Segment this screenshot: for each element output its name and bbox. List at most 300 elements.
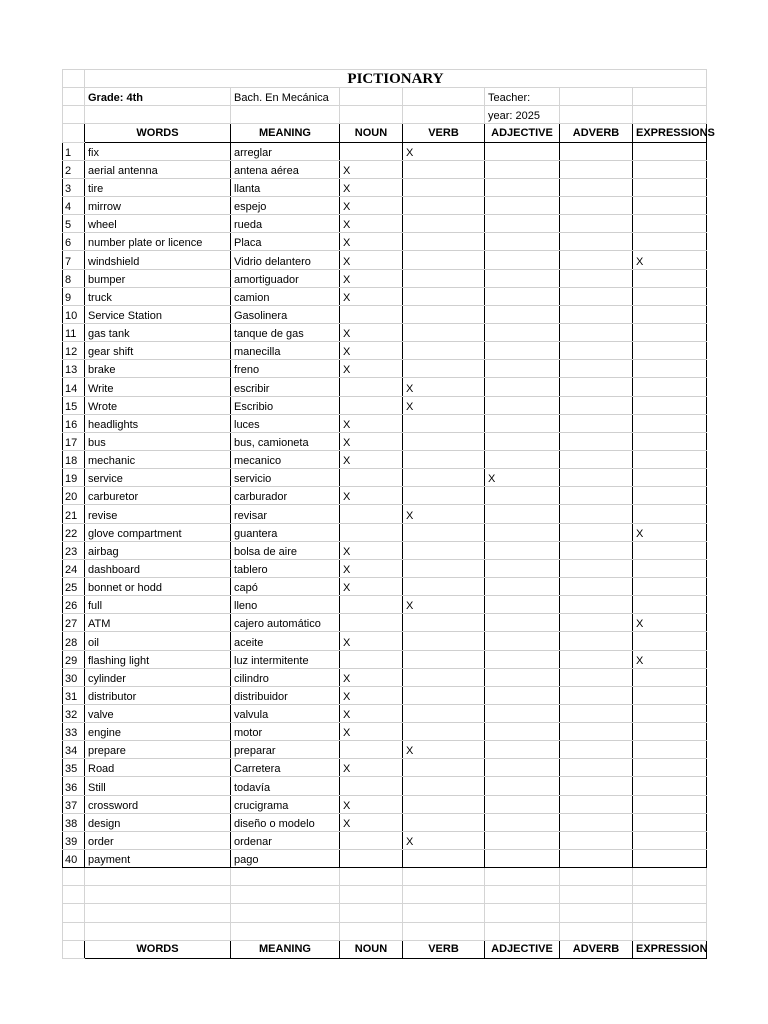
- meaning-cell[interactable]: aceite: [231, 632, 340, 650]
- row-number[interactable]: 2: [63, 160, 85, 178]
- word-cell[interactable]: aerial antenna: [85, 160, 231, 178]
- adjective-cell[interactable]: [485, 342, 560, 360]
- word-cell[interactable]: order: [85, 831, 231, 849]
- verb-cell[interactable]: X: [403, 505, 485, 523]
- noun-cell[interactable]: [340, 614, 403, 632]
- word-cell[interactable]: headlights: [85, 414, 231, 432]
- adjective-cell[interactable]: [485, 305, 560, 323]
- noun-cell[interactable]: X: [340, 559, 403, 577]
- empty-cell[interactable]: [633, 922, 707, 940]
- verb-cell[interactable]: [403, 450, 485, 468]
- noun-cell[interactable]: X: [340, 215, 403, 233]
- sheet-title[interactable]: PICTIONARY: [85, 70, 707, 88]
- adjective-cell[interactable]: [485, 378, 560, 396]
- row-number[interactable]: 36: [63, 777, 85, 795]
- meaning-cell[interactable]: amortiguador: [231, 269, 340, 287]
- adverb-cell[interactable]: [560, 596, 633, 614]
- meaning-cell[interactable]: Escribio: [231, 396, 340, 414]
- adverb-cell[interactable]: [560, 559, 633, 577]
- noun-cell[interactable]: [340, 523, 403, 541]
- header-adjective[interactable]: ADJECTIVE: [485, 124, 560, 142]
- noun-cell[interactable]: [340, 305, 403, 323]
- verb-cell[interactable]: [403, 178, 485, 196]
- program-cell[interactable]: Bach. En Mecánica: [231, 88, 340, 106]
- verb-cell[interactable]: X: [403, 396, 485, 414]
- noun-cell[interactable]: X: [340, 196, 403, 214]
- meaning-cell[interactable]: Gasolinera: [231, 305, 340, 323]
- footer-header-expression[interactable]: EXPRESSION: [633, 940, 707, 958]
- noun-cell[interactable]: X: [340, 632, 403, 650]
- expressions-cell[interactable]: [633, 305, 707, 323]
- adjective-cell[interactable]: [485, 251, 560, 269]
- adverb-cell[interactable]: [560, 323, 633, 341]
- empty-cell[interactable]: [560, 106, 633, 124]
- row-number-cell[interactable]: [63, 106, 85, 124]
- row-number[interactable]: 3: [63, 178, 85, 196]
- verb-cell[interactable]: [403, 850, 485, 868]
- noun-cell[interactable]: X: [340, 269, 403, 287]
- expressions-cell[interactable]: [633, 450, 707, 468]
- verb-cell[interactable]: [403, 559, 485, 577]
- adjective-cell[interactable]: [485, 759, 560, 777]
- word-cell[interactable]: Wrote: [85, 396, 231, 414]
- adjective-cell[interactable]: [485, 160, 560, 178]
- empty-cell[interactable]: [231, 886, 340, 904]
- meaning-cell[interactable]: antena aérea: [231, 160, 340, 178]
- meaning-cell[interactable]: preparar: [231, 741, 340, 759]
- empty-cell[interactable]: [231, 922, 340, 940]
- row-number[interactable]: 23: [63, 541, 85, 559]
- verb-cell[interactable]: [403, 650, 485, 668]
- adjective-cell[interactable]: [485, 487, 560, 505]
- header-noun[interactable]: NOUN: [340, 124, 403, 142]
- word-cell[interactable]: Road: [85, 759, 231, 777]
- verb-cell[interactable]: [403, 196, 485, 214]
- adjective-cell[interactable]: [485, 614, 560, 632]
- empty-cell[interactable]: [485, 868, 560, 886]
- adverb-cell[interactable]: [560, 759, 633, 777]
- expressions-cell[interactable]: [633, 723, 707, 741]
- expressions-cell[interactable]: [633, 487, 707, 505]
- noun-cell[interactable]: X: [340, 813, 403, 831]
- meaning-cell[interactable]: Placa: [231, 233, 340, 251]
- row-number[interactable]: 32: [63, 704, 85, 722]
- empty-cell[interactable]: [340, 904, 403, 922]
- row-number[interactable]: 14: [63, 378, 85, 396]
- meaning-cell[interactable]: motor: [231, 723, 340, 741]
- meaning-cell[interactable]: arreglar: [231, 142, 340, 160]
- row-number[interactable]: 28: [63, 632, 85, 650]
- adjective-cell[interactable]: [485, 723, 560, 741]
- adjective-cell[interactable]: [485, 233, 560, 251]
- meaning-cell[interactable]: guantera: [231, 523, 340, 541]
- noun-cell[interactable]: X: [340, 414, 403, 432]
- adjective-cell[interactable]: [485, 741, 560, 759]
- empty-cell[interactable]: [63, 886, 85, 904]
- word-cell[interactable]: bonnet or hodd: [85, 577, 231, 595]
- adverb-cell[interactable]: [560, 360, 633, 378]
- row-number-cell[interactable]: [63, 70, 85, 88]
- verb-cell[interactable]: [403, 759, 485, 777]
- adverb-cell[interactable]: [560, 215, 633, 233]
- adverb-cell[interactable]: [560, 414, 633, 432]
- expressions-cell[interactable]: [633, 541, 707, 559]
- empty-cell[interactable]: [560, 904, 633, 922]
- adjective-cell[interactable]: [485, 269, 560, 287]
- adverb-cell[interactable]: [560, 668, 633, 686]
- expressions-cell[interactable]: [633, 469, 707, 487]
- meaning-cell[interactable]: cilindro: [231, 668, 340, 686]
- expressions-cell[interactable]: [633, 813, 707, 831]
- empty-cell[interactable]: [633, 106, 707, 124]
- verb-cell[interactable]: [403, 414, 485, 432]
- adverb-cell[interactable]: [560, 777, 633, 795]
- expressions-cell[interactable]: [633, 795, 707, 813]
- empty-cell[interactable]: [403, 106, 485, 124]
- verb-cell[interactable]: [403, 577, 485, 595]
- adverb-cell[interactable]: [560, 850, 633, 868]
- expressions-cell[interactable]: [633, 323, 707, 341]
- noun-cell[interactable]: [340, 741, 403, 759]
- expressions-cell[interactable]: [633, 160, 707, 178]
- empty-cell[interactable]: [633, 904, 707, 922]
- row-number[interactable]: 27: [63, 614, 85, 632]
- meaning-cell[interactable]: ordenar: [231, 831, 340, 849]
- adjective-cell[interactable]: [485, 142, 560, 160]
- meaning-cell[interactable]: tanque de gas: [231, 323, 340, 341]
- footer-header-adverb[interactable]: ADVERB: [560, 940, 633, 958]
- meaning-cell[interactable]: revisar: [231, 505, 340, 523]
- adverb-cell[interactable]: [560, 577, 633, 595]
- adverb-cell[interactable]: [560, 196, 633, 214]
- adverb-cell[interactable]: [560, 469, 633, 487]
- verb-cell[interactable]: [403, 269, 485, 287]
- verb-cell[interactable]: [403, 160, 485, 178]
- verb-cell[interactable]: [403, 323, 485, 341]
- expressions-cell[interactable]: [633, 850, 707, 868]
- adverb-cell[interactable]: [560, 160, 633, 178]
- footer-header-adjective[interactable]: ADJECTIVE: [485, 940, 560, 958]
- row-number[interactable]: 31: [63, 686, 85, 704]
- noun-cell[interactable]: X: [340, 360, 403, 378]
- expressions-cell[interactable]: [633, 704, 707, 722]
- expressions-cell[interactable]: [633, 360, 707, 378]
- empty-cell[interactable]: [340, 88, 403, 106]
- word-cell[interactable]: dashboard: [85, 559, 231, 577]
- empty-cell[interactable]: [63, 868, 85, 886]
- meaning-cell[interactable]: espejo: [231, 196, 340, 214]
- verb-cell[interactable]: X: [403, 741, 485, 759]
- word-cell[interactable]: cylinder: [85, 668, 231, 686]
- meaning-cell[interactable]: bolsa de aire: [231, 541, 340, 559]
- meaning-cell[interactable]: valvula: [231, 704, 340, 722]
- expressions-cell[interactable]: [633, 396, 707, 414]
- word-cell[interactable]: Write: [85, 378, 231, 396]
- year-cell[interactable]: year: 2025: [485, 106, 560, 124]
- word-cell[interactable]: bus: [85, 432, 231, 450]
- empty-cell[interactable]: [85, 904, 231, 922]
- row-number[interactable]: 38: [63, 813, 85, 831]
- meaning-cell[interactable]: llanta: [231, 178, 340, 196]
- verb-cell[interactable]: [403, 215, 485, 233]
- adjective-cell[interactable]: [485, 831, 560, 849]
- row-number[interactable]: 13: [63, 360, 85, 378]
- empty-cell[interactable]: [403, 868, 485, 886]
- row-number[interactable]: 24: [63, 559, 85, 577]
- expressions-cell[interactable]: [633, 559, 707, 577]
- adverb-cell[interactable]: [560, 813, 633, 831]
- noun-cell[interactable]: X: [340, 487, 403, 505]
- expressions-cell[interactable]: [633, 686, 707, 704]
- adjective-cell[interactable]: [485, 577, 560, 595]
- adjective-cell[interactable]: X: [485, 469, 560, 487]
- adverb-cell[interactable]: [560, 378, 633, 396]
- word-cell[interactable]: mechanic: [85, 450, 231, 468]
- row-number[interactable]: 17: [63, 432, 85, 450]
- word-cell[interactable]: valve: [85, 704, 231, 722]
- empty-cell[interactable]: [485, 886, 560, 904]
- empty-cell[interactable]: [633, 868, 707, 886]
- noun-cell[interactable]: X: [340, 450, 403, 468]
- adjective-cell[interactable]: [485, 632, 560, 650]
- noun-cell[interactable]: [340, 378, 403, 396]
- meaning-cell[interactable]: tablero: [231, 559, 340, 577]
- expressions-cell[interactable]: [633, 505, 707, 523]
- adjective-cell[interactable]: [485, 196, 560, 214]
- meaning-cell[interactable]: manecilla: [231, 342, 340, 360]
- word-cell[interactable]: Still: [85, 777, 231, 795]
- word-cell[interactable]: gear shift: [85, 342, 231, 360]
- adverb-cell[interactable]: [560, 432, 633, 450]
- word-cell[interactable]: design: [85, 813, 231, 831]
- expressions-cell[interactable]: [633, 432, 707, 450]
- word-cell[interactable]: distributor: [85, 686, 231, 704]
- adverb-cell[interactable]: [560, 342, 633, 360]
- word-cell[interactable]: oil: [85, 632, 231, 650]
- adverb-cell[interactable]: [560, 523, 633, 541]
- expressions-cell[interactable]: [633, 668, 707, 686]
- verb-cell[interactable]: X: [403, 831, 485, 849]
- adjective-cell[interactable]: [485, 396, 560, 414]
- noun-cell[interactable]: X: [340, 759, 403, 777]
- noun-cell[interactable]: X: [340, 251, 403, 269]
- row-number[interactable]: 8: [63, 269, 85, 287]
- empty-cell[interactable]: [85, 106, 231, 124]
- noun-cell[interactable]: X: [340, 541, 403, 559]
- verb-cell[interactable]: [403, 287, 485, 305]
- empty-cell[interactable]: [231, 868, 340, 886]
- adjective-cell[interactable]: [485, 178, 560, 196]
- empty-cell[interactable]: [231, 106, 340, 124]
- row-number[interactable]: 18: [63, 450, 85, 468]
- meaning-cell[interactable]: luz intermitente: [231, 650, 340, 668]
- word-cell[interactable]: mirrow: [85, 196, 231, 214]
- adverb-cell[interactable]: [560, 487, 633, 505]
- word-cell[interactable]: truck: [85, 287, 231, 305]
- adverb-cell[interactable]: [560, 505, 633, 523]
- adjective-cell[interactable]: [485, 450, 560, 468]
- empty-cell[interactable]: [485, 922, 560, 940]
- meaning-cell[interactable]: lleno: [231, 596, 340, 614]
- meaning-cell[interactable]: servicio: [231, 469, 340, 487]
- word-cell[interactable]: number plate or licence: [85, 233, 231, 251]
- adverb-cell[interactable]: [560, 450, 633, 468]
- noun-cell[interactable]: [340, 469, 403, 487]
- row-number[interactable]: 26: [63, 596, 85, 614]
- empty-cell[interactable]: [403, 922, 485, 940]
- adjective-cell[interactable]: [485, 777, 560, 795]
- empty-cell[interactable]: [340, 886, 403, 904]
- noun-cell[interactable]: [340, 850, 403, 868]
- adjective-cell[interactable]: [485, 686, 560, 704]
- row-number[interactable]: 35: [63, 759, 85, 777]
- adverb-cell[interactable]: [560, 686, 633, 704]
- adjective-cell[interactable]: [485, 704, 560, 722]
- empty-cell[interactable]: [403, 88, 485, 106]
- verb-cell[interactable]: X: [403, 142, 485, 160]
- noun-cell[interactable]: [340, 142, 403, 160]
- row-number[interactable]: 16: [63, 414, 85, 432]
- empty-cell[interactable]: [560, 922, 633, 940]
- adverb-cell[interactable]: [560, 541, 633, 559]
- meaning-cell[interactable]: distribuidor: [231, 686, 340, 704]
- row-number[interactable]: 5: [63, 215, 85, 233]
- row-number[interactable]: 22: [63, 523, 85, 541]
- adverb-cell[interactable]: [560, 795, 633, 813]
- adverb-cell[interactable]: [560, 614, 633, 632]
- word-cell[interactable]: gas tank: [85, 323, 231, 341]
- verb-cell[interactable]: [403, 686, 485, 704]
- expressions-cell[interactable]: [633, 596, 707, 614]
- adjective-cell[interactable]: [485, 813, 560, 831]
- word-cell[interactable]: airbag: [85, 541, 231, 559]
- adjective-cell[interactable]: [485, 523, 560, 541]
- row-number[interactable]: 10: [63, 305, 85, 323]
- verb-cell[interactable]: [403, 523, 485, 541]
- header-adverb[interactable]: ADVERB: [560, 124, 633, 142]
- meaning-cell[interactable]: mecanico: [231, 450, 340, 468]
- header-words[interactable]: WORDS: [85, 124, 231, 142]
- header-expressions[interactable]: EXPRESSIONS: [633, 124, 707, 142]
- row-number[interactable]: 19: [63, 469, 85, 487]
- expressions-cell[interactable]: [633, 577, 707, 595]
- noun-cell[interactable]: X: [340, 668, 403, 686]
- verb-cell[interactable]: [403, 487, 485, 505]
- adjective-cell[interactable]: [485, 795, 560, 813]
- noun-cell[interactable]: [340, 396, 403, 414]
- expressions-cell[interactable]: [633, 269, 707, 287]
- row-number[interactable]: 20: [63, 487, 85, 505]
- empty-cell[interactable]: [231, 904, 340, 922]
- empty-cell[interactable]: [85, 886, 231, 904]
- adverb-cell[interactable]: [560, 632, 633, 650]
- verb-cell[interactable]: [403, 813, 485, 831]
- adverb-cell[interactable]: [560, 233, 633, 251]
- meaning-cell[interactable]: crucigrama: [231, 795, 340, 813]
- row-number[interactable]: 33: [63, 723, 85, 741]
- adjective-cell[interactable]: [485, 541, 560, 559]
- row-number[interactable]: 40: [63, 850, 85, 868]
- noun-cell[interactable]: X: [340, 795, 403, 813]
- noun-cell[interactable]: X: [340, 704, 403, 722]
- word-cell[interactable]: brake: [85, 360, 231, 378]
- word-cell[interactable]: bumper: [85, 269, 231, 287]
- noun-cell[interactable]: X: [340, 178, 403, 196]
- row-number[interactable]: 11: [63, 323, 85, 341]
- expressions-cell[interactable]: [633, 777, 707, 795]
- noun-cell[interactable]: [340, 596, 403, 614]
- row-number[interactable]: 4: [63, 196, 85, 214]
- adverb-cell[interactable]: [560, 305, 633, 323]
- adjective-cell[interactable]: [485, 414, 560, 432]
- adverb-cell[interactable]: [560, 704, 633, 722]
- row-number-cell[interactable]: [63, 88, 85, 106]
- adverb-cell[interactable]: [560, 142, 633, 160]
- noun-cell[interactable]: [340, 777, 403, 795]
- row-number[interactable]: 15: [63, 396, 85, 414]
- word-cell[interactable]: fix: [85, 142, 231, 160]
- row-number[interactable]: 1: [63, 142, 85, 160]
- expressions-cell[interactable]: [633, 142, 707, 160]
- row-number[interactable]: 29: [63, 650, 85, 668]
- footer-header-verb[interactable]: VERB: [403, 940, 485, 958]
- word-cell[interactable]: full: [85, 596, 231, 614]
- verb-cell[interactable]: [403, 614, 485, 632]
- adjective-cell[interactable]: [485, 850, 560, 868]
- expressions-cell[interactable]: [633, 414, 707, 432]
- expressions-cell[interactable]: [633, 759, 707, 777]
- row-number[interactable]: 7: [63, 251, 85, 269]
- word-cell[interactable]: wheel: [85, 215, 231, 233]
- empty-cell[interactable]: [63, 922, 85, 940]
- noun-cell[interactable]: X: [340, 577, 403, 595]
- teacher-cell[interactable]: Teacher:: [485, 88, 560, 106]
- adverb-cell[interactable]: [560, 396, 633, 414]
- word-cell[interactable]: Service Station: [85, 305, 231, 323]
- meaning-cell[interactable]: carburador: [231, 487, 340, 505]
- adjective-cell[interactable]: [485, 360, 560, 378]
- footer-header-meaning[interactable]: MEANING: [231, 940, 340, 958]
- row-number[interactable]: 12: [63, 342, 85, 360]
- verb-cell[interactable]: [403, 632, 485, 650]
- noun-cell[interactable]: X: [340, 432, 403, 450]
- meaning-cell[interactable]: todavía: [231, 777, 340, 795]
- empty-cell[interactable]: [560, 886, 633, 904]
- expressions-cell[interactable]: [633, 233, 707, 251]
- meaning-cell[interactable]: Vidrio delantero: [231, 251, 340, 269]
- verb-cell[interactable]: [403, 704, 485, 722]
- row-number[interactable]: 21: [63, 505, 85, 523]
- empty-cell[interactable]: [560, 88, 633, 106]
- noun-cell[interactable]: X: [340, 723, 403, 741]
- adverb-cell[interactable]: [560, 723, 633, 741]
- verb-cell[interactable]: [403, 469, 485, 487]
- expressions-cell[interactable]: [633, 831, 707, 849]
- noun-cell[interactable]: X: [340, 342, 403, 360]
- grade-cell[interactable]: Grade: 4th: [85, 88, 231, 106]
- verb-cell[interactable]: [403, 723, 485, 741]
- adverb-cell[interactable]: [560, 251, 633, 269]
- adjective-cell[interactable]: [485, 596, 560, 614]
- noun-cell[interactable]: X: [340, 160, 403, 178]
- meaning-cell[interactable]: escribir: [231, 378, 340, 396]
- footer-header-words[interactable]: WORDS: [85, 940, 231, 958]
- word-cell[interactable]: crossword: [85, 795, 231, 813]
- expressions-cell[interactable]: X: [633, 251, 707, 269]
- header-meaning[interactable]: MEANING: [231, 124, 340, 142]
- noun-cell[interactable]: X: [340, 323, 403, 341]
- empty-cell[interactable]: [85, 868, 231, 886]
